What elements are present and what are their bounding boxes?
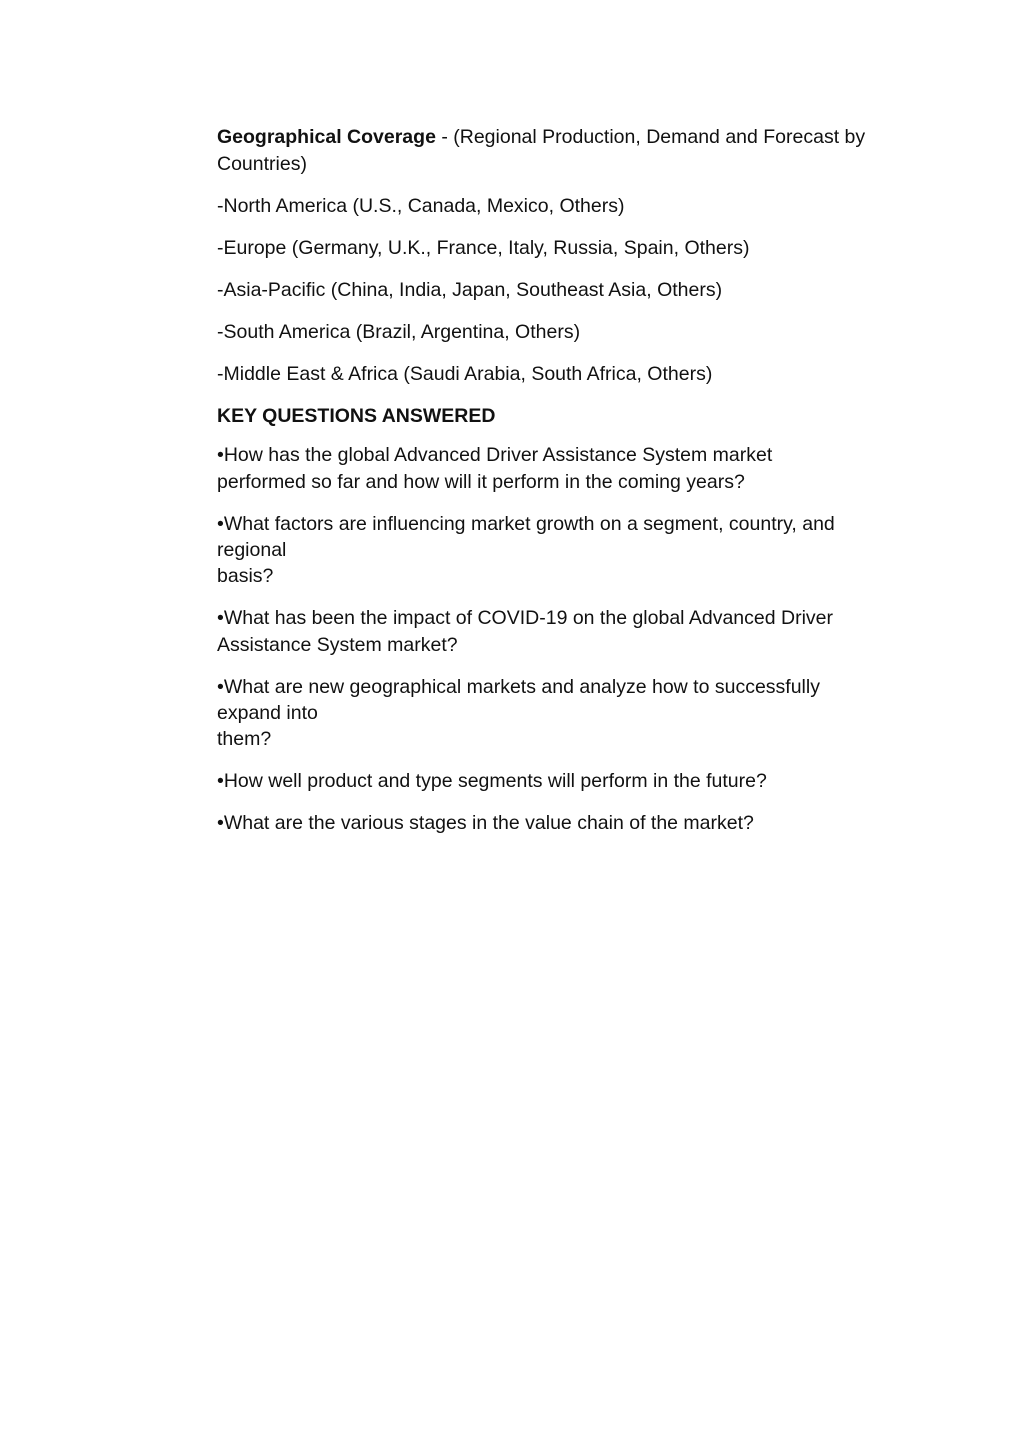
document-content [217, 124, 882, 852]
question-item [217, 674, 882, 752]
question-line: basis? [217, 565, 274, 587]
question-item [217, 511, 882, 589]
question-line: •What factors are influencing market growth on a segment, country, and [217, 513, 835, 535]
question-line: them? [217, 728, 272, 750]
region-item: -Middle East & Africa (Saudi Arabia, South Africa, Others) [217, 363, 713, 385]
question-line: •What are new geographical markets and analyze how to successfully [217, 676, 820, 698]
region-item: -Asia-Pacific (China, India, Japan, Southeast Asia, Others) [217, 279, 723, 301]
question-line: •What are the various stages in the value chain of the market? [217, 812, 754, 834]
region-item: -South America (Brazil, Argentina, Others) [217, 321, 581, 343]
geographical-coverage-label: Geographical Coverage [217, 126, 436, 148]
question-line: expand into [217, 702, 318, 724]
question-line: regional [217, 539, 287, 561]
question-item [217, 442, 882, 495]
regions-list [217, 193, 882, 388]
question-line: •How well product and type segments will perform in the future? [217, 770, 767, 792]
region-item: -North America (U.S., Canada, Mexico, Others) [217, 195, 625, 217]
question-item [217, 810, 882, 836]
question-line: Assistance System market? [217, 634, 458, 656]
question-item [217, 768, 882, 794]
region-item: -Europe (Germany, U.K., France, Italy, Russia, Spain, Others) [217, 237, 750, 259]
geographical-coverage-paragraph [217, 124, 882, 178]
key-questions-list [217, 442, 882, 836]
question-line: •How has the global Advanced Driver Assistance System market [217, 444, 773, 466]
question-line: performed so far and how will it perform in the coming years? [217, 471, 745, 493]
question-item [217, 605, 882, 658]
geographical-coverage-description: - (Regional Production, Demand and Forecast by Countries) [217, 126, 866, 175]
question-line: •What has been the impact of COVID-19 on the global Advanced Driver [217, 607, 833, 629]
key-questions-heading: KEY QUESTIONS ANSWERED [217, 405, 496, 427]
